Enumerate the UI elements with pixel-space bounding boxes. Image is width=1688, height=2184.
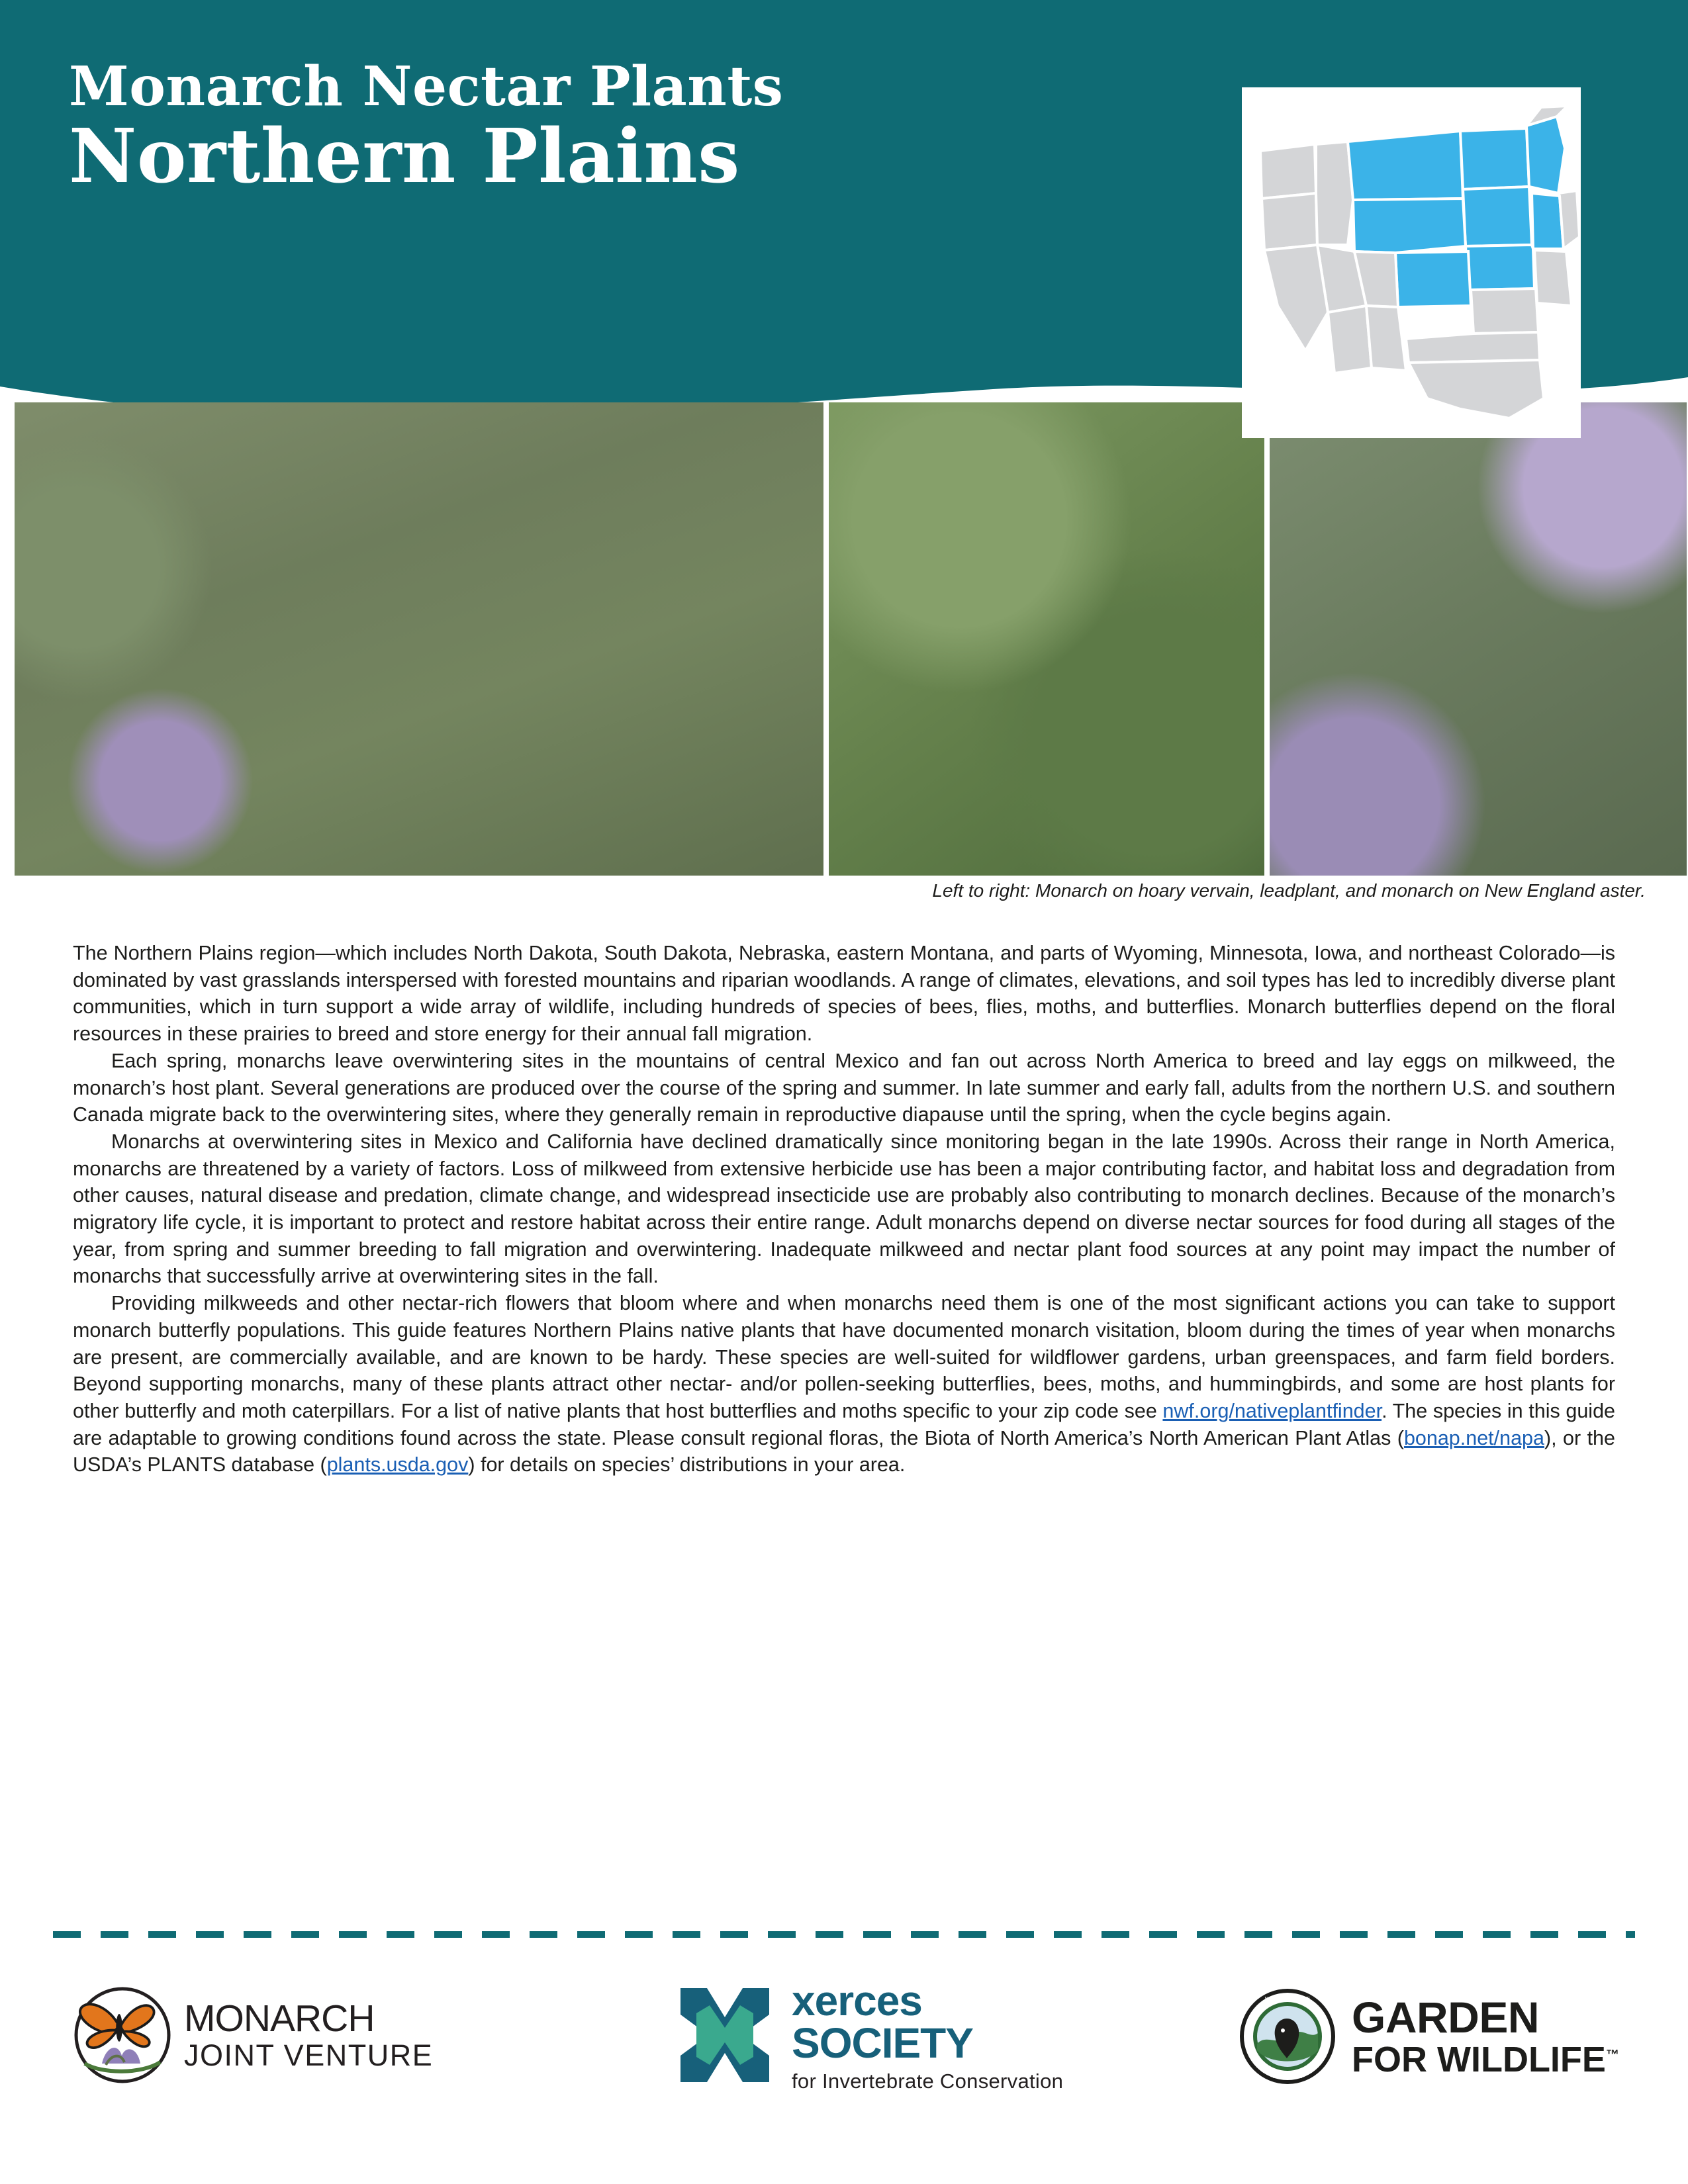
mjv-line2: JOINT VENTURE: [184, 2038, 434, 2072]
photo-strip: [0, 402, 1688, 876]
photo-monarch-on-hoary-vervain: [15, 402, 823, 876]
paragraph-4: [73, 1290, 1615, 1479]
page-title: Monarch Nectar Plants: [69, 55, 784, 118]
xerces-line1: xerces: [792, 1976, 922, 2025]
paragraph-2: Each spring, monarchs leave overwintering sites in the mountains of central Mexico and fan out across North America to breed and lay eggs on milkweed, the monarch’s host plant. Several generations are produced over the course of the spring and summer. In late summer and early fall, adults from the northern U.S. and southern Canada migrate back to the overwintering sites, where they generally remain in reproductive diapause until the spring, when the cycle begins again.: [73, 1049, 1615, 1126]
xerces-line2: SOCIETY: [792, 2019, 973, 2067]
region-title: Northern Plains: [69, 113, 740, 200]
logo-row: [0, 1976, 1688, 2158]
photo-monarch-on-new-england-aster: [1270, 402, 1687, 876]
monarch-joint-venture-logo: [73, 1985, 172, 2085]
nwf-line1: GARDEN: [1352, 1993, 1540, 2042]
paragraph-3: Monarchs at overwintering sites in Mexico and California have declined dramatically since monitoring began in the late 1990s. Across their range in North America, monarchs are threatened by a variety of factors. Loss of milkweed from extensive herbicide use has been a major contributing factor, and habitat loss and degradation from other causes, natural disease and predation, climate change, and widespread insecticide use are probably also contributing to monarch declines. Because of the monarch’s migratory life cycle, it is important to protect and restore habitat across their entire range. Adult monarchs depend on diverse nectar sources for food during all stages of the year, from spring and summer breeding to fall migration and overwintering. Inadequate milkweed and nectar plant food sources at any point may impact the number of monarchs that successfully arrive at overwintering sites in the fall.: [73, 1130, 1615, 1288]
body-copy: [73, 940, 1615, 1479]
logo-garden-for-wildlife: [1238, 1987, 1619, 2086]
link-bonap-napa[interactable]: bonap.net/napa: [1403, 1426, 1544, 1449]
photo-leadplant: [829, 402, 1264, 876]
mjv-line1: MONARCH: [184, 1997, 375, 2040]
nwf-line2: [1352, 2042, 1619, 2077]
link-plants-usda-gov[interactable]: plants.usda.gov: [326, 1453, 469, 1477]
paragraph-4-text-4: ) for details on species’ distributions in your area.: [468, 1453, 906, 1477]
svg-text:FEDERATION: FEDERATION: [1272, 2075, 1303, 2079]
link-nwf-nativeplantfinder[interactable]: nwf.org/nativeplantfinder: [1162, 1399, 1382, 1422]
dashed-divider: [53, 1931, 1635, 1938]
paragraph-4-text-1: Providing milkweeds and other nectar-rich flowers that bloom where and when monarchs need them is one of the most significant actions you can take to support monarch butterfly populations. This guide features Northern Plains native plants that have documented monarch visitation, bloom during the times of year when monarchs are present, are commercially available, and are known to be hardy. These species are well-suited for wildflower gardens, urban greenspaces, and farm field borders. Beyond supporting monarchs, many of these plants attract other nectar- and/or pollen-seeking butterflies, bees, moths, and hummingbirds, and some are host plants for other butterfly and moth caterpillars. For a list of native plants that host butterflies and moths specific to your zip code see: [73, 1292, 1615, 1422]
xerces-line3: for Invertebrate Conservation: [792, 2069, 1064, 2093]
logo-xerces-society: [669, 1976, 1064, 2093]
us-region-map-icon: [1242, 87, 1581, 438]
photo-caption: Left to right: Monarch on hoary vervain, leadplant, and monarch on New England aster.: [932, 880, 1646, 901]
paragraph-4-text-2: . The species in this guide are adaptable to growing conditions found across the state. Please consult regional floras, the Biota of North America’s North American Plant Atlas (: [73, 1399, 1615, 1449]
nwf-line2-text: FOR WILDLIFE: [1352, 2040, 1606, 2079]
title-block: [69, 55, 1194, 200]
logo-monarch-joint-venture: [73, 1985, 433, 2085]
paragraph-4-text-3: ), or the USDA’s PLANTS database (: [73, 1426, 1615, 1477]
svg-text:NATIONAL WILDLIFE: NATIONAL WILDLIFE: [1264, 1997, 1311, 2001]
national-wildlife-federation-seal: [1238, 1987, 1337, 2086]
xerces-society-logo: [669, 1979, 781, 2091]
paragraph-1: The Northern Plains region—which includes North Dakota, South Dakota, Nebraska, eastern Montana, and parts of Wyoming, Minnesota, Iowa, and northeast Colorado—is dominated by vast grasslands interspersed with forested mountains and riparian woodlands. A range of climates, elevations, and soil types has led to incredibly diverse plant communities, which in turn support a wide array of wildlife, including hundreds of species of bees, flies, moths, and butterflies. Monarch butterflies depend on the floral resources in these prairies to breed and store energy for their annual fall migration.: [73, 942, 1615, 1046]
nwf-trademark: ™: [1605, 2048, 1619, 2062]
region-map-card: [1242, 87, 1581, 438]
